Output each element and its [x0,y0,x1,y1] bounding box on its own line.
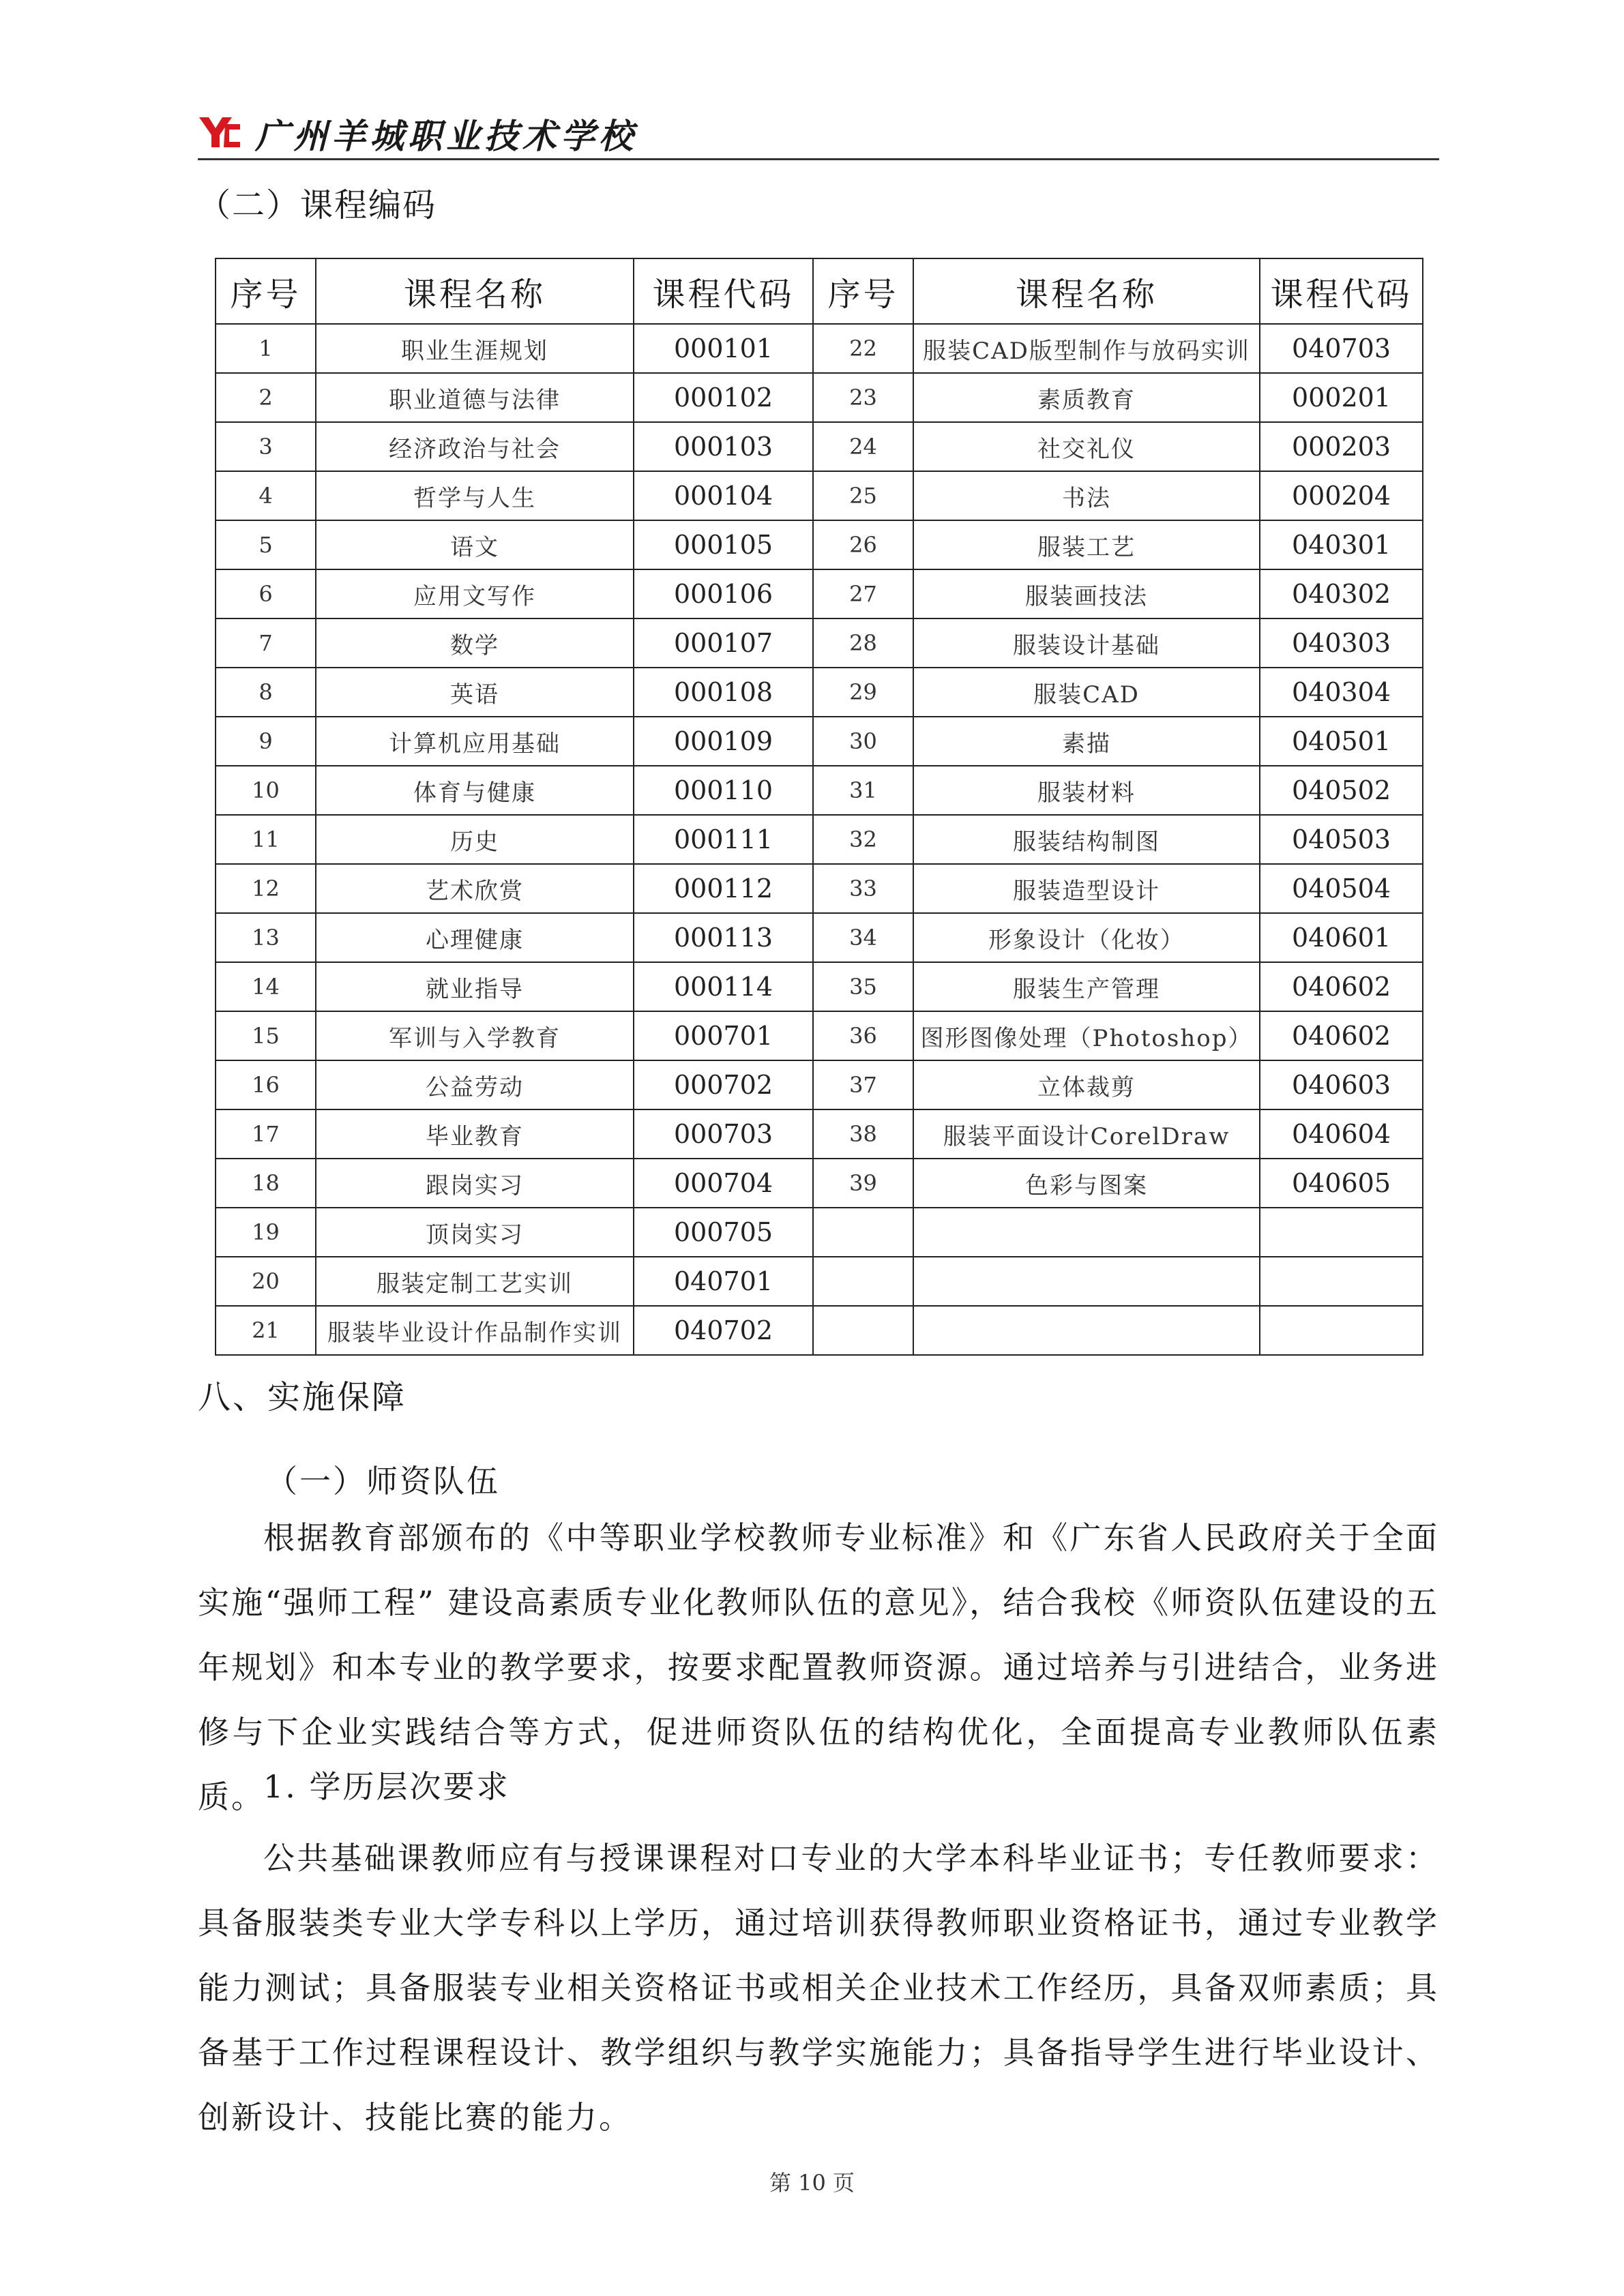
course-name-cell: 军训与入学教育 [316,1011,634,1060]
seq-cell: 22 [813,324,913,373]
page-number: 第 10 页 [769,2170,855,2196]
course-code-cell: 000105 [634,520,813,569]
course-code-cell: 040703 [1260,324,1423,373]
seq-cell: 33 [813,864,913,913]
course-name-cell: 就业指导 [316,962,634,1011]
course-name-cell: 职业生涯规划 [316,324,634,373]
table-row [216,1306,1423,1355]
table-row [216,520,1423,569]
table-row [216,717,1423,766]
seq-cell: 24 [813,422,913,471]
course-code-cell: 000204 [1260,471,1423,520]
table-row [216,1257,1423,1306]
seq-cell: 19 [216,1208,316,1257]
course-name-cell: 历史 [316,815,634,864]
course-code-cell: 040605 [1260,1159,1423,1208]
course-code-cell: 000704 [634,1159,813,1208]
course-name-cell [913,1208,1260,1257]
table-row [216,422,1423,471]
course-name-cell: 服装画技法 [913,569,1260,618]
table-row [216,1060,1423,1109]
course-name-cell: 服装平面设计CorelDraw [913,1109,1260,1159]
table-row [216,962,1423,1011]
seq-cell: 25 [813,471,913,520]
course-name-cell: 素质教育 [913,373,1260,422]
course-code-cell: 000101 [634,324,813,373]
table-row [216,569,1423,618]
course-name-cell [913,1306,1260,1355]
seq-cell: 18 [216,1159,316,1208]
seq-cell: 5 [216,520,316,569]
course-code-cell: 000111 [634,815,813,864]
seq-cell: 12 [216,864,316,913]
course-name-cell: 英语 [316,668,634,717]
course-name-cell: 服装造型设计 [913,864,1260,913]
course-name-cell: 跟岗实习 [316,1159,634,1208]
course-code-cell: 040503 [1260,815,1423,864]
header-course-name: 课程名称 [913,258,1260,324]
school-name: 广州羊城职业技术学校 [255,116,637,156]
page-header [198,102,1439,161]
course-code-cell [1260,1257,1423,1306]
seq-cell: 36 [813,1011,913,1060]
course-name-cell: 形象设计（化妆） [913,913,1260,962]
course-name-cell: 书法 [913,471,1260,520]
seq-cell: 28 [813,618,913,668]
seq-cell: 9 [216,717,316,766]
course-name-cell: 服装工艺 [913,520,1260,569]
paragraph-education-level: 公共基础课教师应有与授课课程对口专业的大学本科毕业证书；专任教师要求：具备服装类专业大学专科以上学历，通过培训获得教师职业资格证书，通过专业教学能力测试；具备服装专业相关资格证书或相关企业技术工作经历，具备双师素质；具备基于工作过程课程设计、教学组织与教学实施能力；具备指导学生进行毕业设计、创新设计、技能比赛的能力。 [198,1840,1439,2136]
course-code-cell: 040304 [1260,668,1423,717]
course-code-cell: 000114 [634,962,813,1011]
seq-cell: 27 [813,569,913,618]
table-row [216,864,1423,913]
seq-cell: 17 [216,1109,316,1159]
course-name-cell: 计算机应用基础 [316,717,634,766]
seq-cell [813,1257,913,1306]
course-code-cell: 000108 [634,668,813,717]
course-code-cell: 040604 [1260,1109,1423,1159]
seq-cell: 11 [216,815,316,864]
course-code-cell: 000702 [634,1060,813,1109]
course-name-cell: 服装定制工艺实训 [316,1257,634,1306]
course-code-cell: 040601 [1260,913,1423,962]
course-code-cell: 000102 [634,373,813,422]
course-name-cell: 服装材料 [913,766,1260,815]
course-name-cell: 立体裁剪 [913,1060,1260,1109]
course-name-cell: 服装生产管理 [913,962,1260,1011]
seq-cell: 6 [216,569,316,618]
seq-cell: 1 [216,324,316,373]
course-name-cell: 服装毕业设计作品制作实训 [316,1306,634,1355]
school-logo [198,115,241,150]
seq-cell: 15 [216,1011,316,1060]
course-code-cell [1260,1208,1423,1257]
seq-cell: 21 [216,1306,316,1355]
course-code-cell: 000203 [1260,422,1423,471]
seq-cell [813,1208,913,1257]
heading-faculty: （一）师资队伍 [266,1463,500,1500]
table-row [216,1109,1423,1159]
seq-cell: 23 [813,373,913,422]
table-row [216,1159,1423,1208]
course-code-cell: 000106 [634,569,813,618]
course-name-cell: 服装CAD版型制作与放码实训 [913,324,1260,373]
course-code-cell: 040502 [1260,766,1423,815]
seq-cell: 34 [813,913,913,962]
course-code-cell: 040303 [1260,618,1423,668]
seq-cell: 16 [216,1060,316,1109]
course-code-cell: 040602 [1260,1011,1423,1060]
course-code-cell: 040504 [1260,864,1423,913]
seq-cell: 29 [813,668,913,717]
course-code-cell: 040301 [1260,520,1423,569]
course-code-cell [1260,1306,1423,1355]
table-row [216,766,1423,815]
course-code-cell: 000113 [634,913,813,962]
seq-cell: 32 [813,815,913,864]
course-name-cell: 毕业教育 [316,1109,634,1159]
course-name-cell: 心理健康 [316,913,634,962]
course-name-cell [913,1257,1260,1306]
header-course-name: 课程名称 [316,258,634,324]
course-name-cell: 经济政治与社会 [316,422,634,471]
course-name-cell: 艺术欣赏 [316,864,634,913]
course-code-cell: 000103 [634,422,813,471]
course-name-cell: 数学 [316,618,634,668]
course-name-cell: 社交礼仪 [913,422,1260,471]
table-row [216,618,1423,668]
heading-education-level: 1. 学历层次要求 [263,1768,510,1805]
course-name-cell: 色彩与图案 [913,1159,1260,1208]
course-code-cell: 000705 [634,1208,813,1257]
seq-cell: 2 [216,373,316,422]
seq-cell: 38 [813,1109,913,1159]
table-row [216,324,1423,373]
table-row [216,913,1423,962]
seq-cell: 37 [813,1060,913,1109]
course-name-cell: 服装设计基础 [913,618,1260,668]
course-name-cell: 服装结构制图 [913,815,1260,864]
course-code-cell: 040602 [1260,962,1423,1011]
course-name-cell: 服装CAD [913,668,1260,717]
course-name-cell: 职业道德与法律 [316,373,634,422]
course-code-cell: 040302 [1260,569,1423,618]
course-code-cell: 040702 [634,1306,813,1355]
table-body [216,324,1423,1355]
table-row [216,668,1423,717]
seq-cell [813,1306,913,1355]
seq-cell: 35 [813,962,913,1011]
seq-cell: 20 [216,1257,316,1306]
table-row [216,815,1423,864]
seq-cell: 30 [813,717,913,766]
course-name-cell: 公益劳动 [316,1060,634,1109]
course-name-cell: 哲学与人生 [316,471,634,520]
seq-cell: 3 [216,422,316,471]
section-title-course-codes: （二）课程编码 [198,186,437,224]
header-seq: 序号 [813,258,913,324]
seq-cell: 13 [216,913,316,962]
course-code-cell: 000112 [634,864,813,913]
course-code-cell: 000703 [634,1109,813,1159]
table-row [216,1011,1423,1060]
course-code-cell: 040603 [1260,1060,1423,1109]
table-row [216,1208,1423,1257]
table-row [216,471,1423,520]
seq-cell: 39 [813,1159,913,1208]
seq-cell: 7 [216,618,316,668]
course-code-cell: 000104 [634,471,813,520]
course-code-cell: 000701 [634,1011,813,1060]
header-seq: 序号 [216,258,316,324]
course-code-table [215,258,1423,1356]
course-code-cell: 000109 [634,717,813,766]
seq-cell: 10 [216,766,316,815]
seq-cell: 14 [216,962,316,1011]
course-name-cell: 应用文写作 [316,569,634,618]
header-course-code: 课程代码 [634,258,813,324]
course-name-cell: 图形图像处理（Photoshop） [913,1011,1260,1060]
table-row [216,373,1423,422]
course-code-cell: 040501 [1260,717,1423,766]
table-header-row [216,258,1423,324]
header-course-code: 课程代码 [1260,258,1423,324]
course-name-cell: 语文 [316,520,634,569]
seq-cell: 26 [813,520,913,569]
course-code-cell: 000201 [1260,373,1423,422]
course-name-cell: 顶岗实习 [316,1208,634,1257]
course-name-cell: 素描 [913,717,1260,766]
header-divider [198,158,1439,160]
heading-implementation: 八、实施保障 [198,1378,407,1416]
course-code-cell: 000110 [634,766,813,815]
course-code-cell: 040701 [634,1257,813,1306]
course-name-cell: 体育与健康 [316,766,634,815]
seq-cell: 31 [813,766,913,815]
seq-cell: 8 [216,668,316,717]
paragraph-faculty: 根据教育部颁布的《中等职业学校教师专业标准》和《广东省人民政府关于全面实施“强师工程” 建设高素质专业化教师队伍的意见》，结合我校《师资队伍建设的五年规划》和本专业的教学要求，按要求配置教师资源。通过培养与引进结合，业务进修与下企业实践结合等方式，促进师资队伍的结构优化，全面提高专业教师队伍素质。 [198,1519,1439,1815]
seq-cell: 4 [216,471,316,520]
course-code-cell: 000107 [634,618,813,668]
